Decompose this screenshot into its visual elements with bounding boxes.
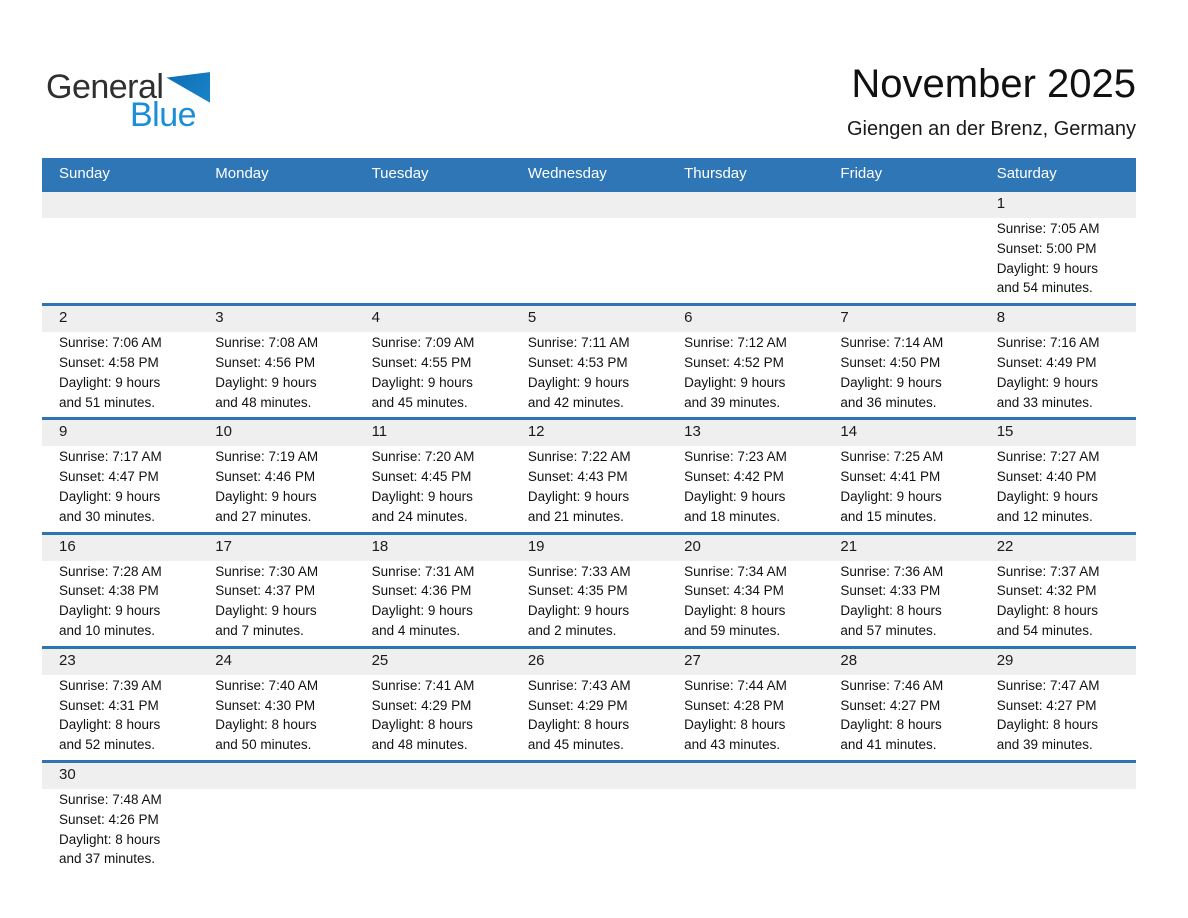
day-detail-line: and 45 minutes. (527, 737, 624, 753)
day-detail-line: and 42 minutes. (527, 394, 624, 410)
day-number: 16 (59, 537, 76, 555)
day-detail-line: Sunrise: 7:36 AM (840, 563, 944, 579)
day-cell-details (511, 332, 667, 417)
day-number: 25 (371, 651, 389, 669)
day-cell-details (511, 675, 667, 760)
day-detail-line: Sunset: 4:27 PM (840, 697, 941, 713)
day-detail-line: Daylight: 8 hours (527, 717, 630, 733)
day-detail-line: Sunrise: 7:40 AM (215, 677, 319, 693)
day-cell-details (355, 561, 511, 646)
day-detail-line: and 2 minutes. (527, 622, 617, 638)
day-detail-line: and 54 minutes. (996, 280, 1093, 296)
day-detail-line: Sunrise: 7:23 AM (684, 449, 787, 465)
day-cell-empty (511, 218, 667, 303)
day-detail-line: Daylight: 9 hours (996, 374, 1098, 390)
day-detail-line: Sunset: 4:55 PM (371, 354, 472, 370)
day-detail-line: Daylight: 9 hours (215, 374, 317, 390)
logo-text-blue: Blue (130, 96, 197, 134)
day-detail-line: Daylight: 8 hours (996, 603, 1098, 619)
day-detail-line: and 27 minutes. (215, 508, 312, 524)
day-number-empty (355, 192, 511, 218)
day-detail-line: and 7 minutes. (215, 622, 304, 638)
day-number-empty (511, 192, 667, 218)
month-title: November 2025 (851, 62, 1136, 106)
day-detail-line: and 21 minutes. (527, 508, 624, 524)
day-detail-line: Daylight: 9 hours (59, 374, 161, 390)
week-row (42, 417, 1136, 531)
day-detail-line: and 57 minutes. (840, 622, 937, 638)
day-detail-line: and 45 minutes. (371, 394, 468, 410)
day-details-row (42, 446, 1136, 531)
day-detail-line: and 50 minutes. (215, 737, 312, 753)
day-detail-line: Sunrise: 7:20 AM (371, 449, 475, 465)
day-cell-details (980, 561, 1136, 646)
day-detail-line: Sunrise: 7:16 AM (996, 335, 1100, 351)
day-cell-details (198, 675, 354, 760)
day-number: 20 (684, 537, 701, 555)
day-detail-line: Sunset: 4:56 PM (215, 354, 316, 370)
day-detail-line: Sunrise: 7:41 AM (371, 677, 475, 693)
day-cell-details (980, 446, 1136, 531)
day-details-row (42, 789, 1136, 874)
day-detail-line: Sunrise: 7:28 AM (59, 563, 162, 579)
day-details-row (42, 675, 1136, 760)
day-number: 5 (527, 309, 537, 327)
weekday-header-row (42, 158, 1136, 189)
day-detail-line: Sunset: 4:27 PM (996, 697, 1097, 713)
day-number: 28 (840, 651, 858, 669)
day-detail-line: Daylight: 8 hours (684, 603, 786, 619)
day-detail-line: Daylight: 9 hours (996, 488, 1098, 504)
day-cell-details (667, 675, 823, 760)
week-row (42, 303, 1136, 417)
day-details-row (42, 561, 1136, 646)
day-detail-line: Sunset: 4:36 PM (371, 583, 472, 599)
day-number: 11 (371, 423, 388, 441)
day-detail-line: Daylight: 8 hours (59, 831, 161, 847)
day-cell-details (42, 675, 198, 760)
day-detail-line: Daylight: 8 hours (684, 717, 786, 733)
day-detail-line: Sunrise: 7:06 AM (59, 335, 162, 351)
day-detail-line: Sunrise: 7:33 AM (527, 563, 631, 579)
day-detail-line: Sunset: 4:58 PM (59, 354, 159, 370)
day-cell-details (42, 789, 198, 874)
day-detail-line: Daylight: 8 hours (59, 717, 161, 733)
day-detail-line: Sunrise: 7:25 AM (840, 449, 944, 465)
day-number: 13 (684, 423, 701, 441)
day-number: 24 (215, 651, 232, 669)
day-cell-empty (667, 218, 823, 303)
day-detail-line: Daylight: 9 hours (996, 260, 1098, 276)
day-detail-line: Sunset: 4:26 PM (59, 811, 159, 827)
day-detail-line: and 51 minutes. (59, 394, 156, 410)
day-detail-line: Daylight: 9 hours (527, 603, 630, 619)
weekday-header-wednesday: Wednesday (527, 165, 607, 182)
day-detail-line: Sunrise: 7:34 AM (684, 563, 787, 579)
day-cell-details (823, 561, 979, 646)
day-detail-line: Daylight: 9 hours (59, 603, 161, 619)
day-number-empty (511, 763, 667, 789)
day-number-empty (355, 763, 511, 789)
day-number-strip (42, 535, 1136, 561)
day-detail-line: Daylight: 8 hours (371, 717, 473, 733)
day-detail-line: Daylight: 9 hours (371, 488, 473, 504)
week-row (42, 646, 1136, 760)
day-detail-line: Sunset: 4:46 PM (215, 469, 316, 485)
day-detail-line: Sunrise: 7:27 AM (996, 449, 1100, 465)
day-detail-line: and 48 minutes. (371, 737, 468, 753)
day-detail-line: Sunset: 4:42 PM (684, 469, 784, 485)
day-detail-line: Daylight: 9 hours (371, 374, 473, 390)
day-detail-line: Sunset: 4:52 PM (684, 354, 784, 370)
week-row (42, 760, 1136, 874)
day-detail-line: and 12 minutes. (996, 508, 1093, 524)
day-number-empty (823, 192, 979, 218)
day-number-empty (42, 192, 198, 218)
day-detail-line: Sunset: 4:50 PM (840, 354, 941, 370)
day-number: 17 (215, 537, 232, 555)
day-number: 27 (684, 651, 701, 669)
day-number: 2 (59, 309, 68, 327)
day-cell-details (980, 218, 1136, 303)
calendar-grid (42, 189, 1136, 874)
day-detail-line: Sunrise: 7:43 AM (527, 677, 631, 693)
day-number-empty (823, 763, 979, 789)
day-cell-details (355, 675, 511, 760)
day-detail-line: Daylight: 9 hours (840, 488, 942, 504)
general-blue-logo (46, 70, 276, 132)
day-number: 4 (371, 309, 380, 327)
day-detail-line: Sunrise: 7:17 AM (59, 449, 162, 465)
day-detail-line: Sunset: 5:00 PM (996, 240, 1097, 256)
day-detail-line: Daylight: 9 hours (684, 374, 786, 390)
day-number-strip (42, 192, 1136, 218)
day-detail-line: and 59 minutes. (684, 622, 781, 638)
day-detail-line: Sunset: 4:43 PM (527, 469, 628, 485)
day-number: 7 (840, 309, 849, 327)
day-cell-empty (198, 789, 354, 874)
day-cell-details (42, 332, 198, 417)
day-number: 19 (527, 537, 545, 555)
day-cell-empty (980, 789, 1136, 874)
day-detail-line: Sunrise: 7:44 AM (684, 677, 787, 693)
day-cell-empty (198, 218, 354, 303)
day-cell-empty (355, 789, 511, 874)
day-cell-details (198, 446, 354, 531)
day-detail-line: Sunrise: 7:48 AM (59, 791, 162, 807)
weekday-header-thursday: Thursday (684, 165, 747, 182)
day-cell-details (823, 446, 979, 531)
calendar-table (42, 158, 1136, 874)
day-number-empty (667, 192, 823, 218)
day-detail-line: and 15 minutes. (840, 508, 937, 524)
day-cell-details (980, 675, 1136, 760)
day-detail-line: Sunrise: 7:12 AM (684, 335, 787, 351)
day-detail-line: Sunset: 4:38 PM (59, 583, 159, 599)
day-detail-line: Daylight: 8 hours (996, 717, 1098, 733)
day-number: 1 (996, 195, 1006, 212)
day-number: 9 (59, 423, 68, 441)
day-detail-line: and 37 minutes. (59, 851, 156, 867)
day-cell-details (42, 561, 198, 646)
day-number: 3 (215, 309, 224, 327)
day-cell-details (980, 332, 1136, 417)
day-detail-line: and 36 minutes. (840, 394, 937, 410)
day-detail-line: Daylight: 9 hours (371, 603, 473, 619)
day-number: 6 (684, 309, 693, 327)
day-cell-details (823, 332, 979, 417)
day-detail-line: Sunset: 4:47 PM (59, 469, 159, 485)
day-detail-line: and 10 minutes. (59, 622, 156, 638)
day-detail-line: Sunrise: 7:09 AM (371, 335, 475, 351)
day-number: 18 (371, 537, 389, 555)
day-number: 14 (840, 423, 858, 441)
day-detail-line: and 43 minutes. (684, 737, 781, 753)
day-cell-details (198, 332, 354, 417)
day-detail-line: and 48 minutes. (215, 394, 312, 410)
day-detail-line: Sunrise: 7:39 AM (59, 677, 162, 693)
day-detail-line: and 18 minutes. (684, 508, 781, 524)
day-number-strip (42, 306, 1136, 332)
day-detail-line: Daylight: 8 hours (840, 717, 942, 733)
week-row (42, 189, 1136, 303)
day-detail-line: and 52 minutes. (59, 737, 156, 753)
day-detail-line: Sunset: 4:35 PM (527, 583, 628, 599)
day-number-strip (42, 763, 1136, 789)
day-number: 23 (59, 651, 76, 669)
day-detail-line: and 4 minutes. (371, 622, 461, 638)
day-details-row (42, 332, 1136, 417)
day-detail-line: Sunrise: 7:31 AM (371, 563, 475, 579)
day-detail-line: and 41 minutes. (840, 737, 937, 753)
day-detail-line: Sunrise: 7:14 AM (840, 335, 944, 351)
day-cell-details (355, 332, 511, 417)
day-detail-line: Sunset: 4:41 PM (840, 469, 941, 485)
day-detail-line: and 39 minutes. (684, 394, 781, 410)
day-detail-line: and 39 minutes. (996, 737, 1093, 753)
day-number: 21 (840, 537, 858, 555)
day-number-empty (198, 192, 354, 218)
day-cell-details (198, 561, 354, 646)
logo-text-general: General (46, 68, 164, 106)
day-cell-details (667, 446, 823, 531)
day-cell-details (42, 446, 198, 531)
day-number-strip (42, 649, 1136, 675)
day-number-empty (198, 763, 354, 789)
day-number: 10 (215, 423, 232, 441)
day-cell-details (667, 332, 823, 417)
header-titles (436, 60, 1136, 141)
day-cell-empty (42, 218, 198, 303)
day-number: 8 (996, 309, 1006, 327)
week-row (42, 532, 1136, 646)
day-detail-line: Sunset: 4:53 PM (527, 354, 628, 370)
day-detail-line: Sunset: 4:34 PM (684, 583, 784, 599)
weekday-header-friday: Friday (840, 165, 883, 182)
day-detail-line: Daylight: 9 hours (840, 374, 942, 390)
day-detail-line: Sunset: 4:32 PM (996, 583, 1097, 599)
day-details-row (42, 218, 1136, 303)
day-detail-line: Sunset: 4:33 PM (840, 583, 941, 599)
day-cell-empty (823, 218, 979, 303)
day-cell-details (823, 675, 979, 760)
day-detail-line: Sunrise: 7:46 AM (840, 677, 944, 693)
day-detail-line: Sunrise: 7:22 AM (527, 449, 631, 465)
day-detail-line: Sunset: 4:29 PM (527, 697, 628, 713)
weekday-header-saturday: Saturday (996, 165, 1057, 182)
day-cell-details (511, 561, 667, 646)
day-number: 22 (996, 537, 1014, 555)
day-detail-line: and 54 minutes. (996, 622, 1093, 638)
day-detail-line: Daylight: 9 hours (527, 374, 630, 390)
day-detail-line: Daylight: 9 hours (215, 603, 317, 619)
day-detail-line: Daylight: 9 hours (527, 488, 630, 504)
day-number-empty (980, 763, 1136, 789)
day-detail-line: Daylight: 9 hours (684, 488, 786, 504)
day-cell-empty (355, 218, 511, 303)
day-detail-line: Daylight: 9 hours (215, 488, 317, 504)
day-detail-line: Sunset: 4:31 PM (59, 697, 159, 713)
weekday-header-tuesday: Tuesday (371, 165, 429, 182)
day-detail-line: Sunrise: 7:05 AM (996, 221, 1100, 236)
day-cell-empty (511, 789, 667, 874)
day-detail-line: Sunrise: 7:47 AM (996, 677, 1100, 693)
day-cell-details (355, 446, 511, 531)
day-number: 26 (527, 651, 545, 669)
weekday-header-sunday: Sunday (59, 165, 110, 182)
day-number: 12 (527, 423, 545, 441)
day-number: 29 (996, 651, 1014, 669)
day-cell-details (667, 561, 823, 646)
day-number: 15 (996, 423, 1014, 441)
day-detail-line: Sunset: 4:37 PM (215, 583, 316, 599)
day-detail-line: and 30 minutes. (59, 508, 156, 524)
day-cell-details (511, 446, 667, 531)
day-detail-line: Sunset: 4:45 PM (371, 469, 472, 485)
day-detail-line: Sunset: 4:40 PM (996, 469, 1097, 485)
day-detail-line: and 24 minutes. (371, 508, 468, 524)
day-cell-empty (823, 789, 979, 874)
day-detail-line: Sunset: 4:29 PM (371, 697, 472, 713)
day-detail-line: Sunrise: 7:30 AM (215, 563, 319, 579)
day-cell-empty (667, 789, 823, 874)
weekday-header-monday: Monday (215, 165, 269, 182)
day-detail-line: Sunset: 4:30 PM (215, 697, 316, 713)
day-detail-line: Sunset: 4:49 PM (996, 354, 1097, 370)
day-detail-line: Daylight: 8 hours (840, 603, 942, 619)
location-subtitle: Giengen an der Brenz, Germany (846, 118, 1136, 140)
day-detail-line: Sunrise: 7:08 AM (215, 335, 319, 351)
day-detail-line: Sunrise: 7:11 AM (527, 335, 630, 351)
day-number-strip (42, 420, 1136, 446)
day-detail-line: Daylight: 8 hours (215, 717, 317, 733)
day-detail-line: Daylight: 9 hours (59, 488, 161, 504)
day-detail-line: and 33 minutes. (996, 394, 1093, 410)
day-detail-line: Sunrise: 7:37 AM (996, 563, 1100, 579)
day-number: 30 (59, 765, 76, 783)
day-detail-line: Sunrise: 7:19 AM (215, 449, 319, 465)
day-number-empty (667, 763, 823, 789)
day-detail-line: Sunset: 4:28 PM (684, 697, 784, 713)
